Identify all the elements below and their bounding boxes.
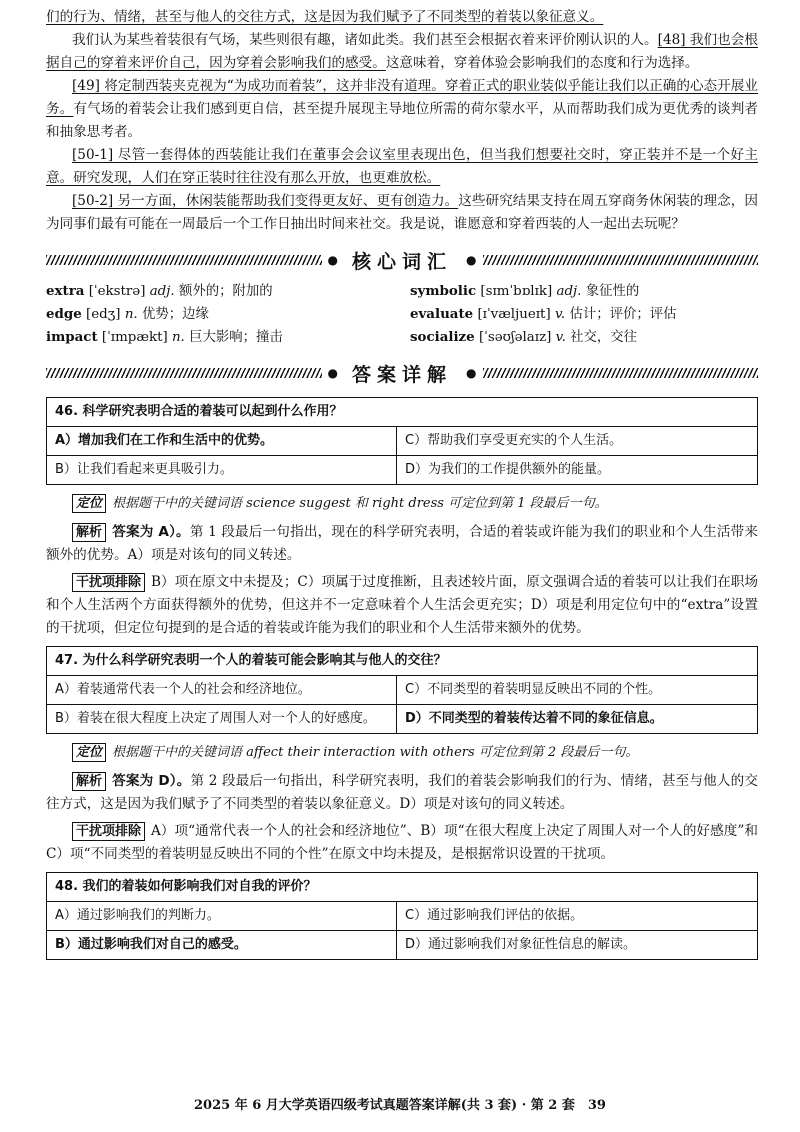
option-c: C）通过影响我们评估的依据。: [397, 902, 757, 931]
vocab-item: evaluate [ɪˈvæljueɪt] v. 估计；评价；评估: [410, 306, 677, 322]
analysis-tag: 解析: [72, 772, 106, 791]
question-stem: 46. 科学研究表明合适的着装可以起到什么作用？: [47, 398, 757, 427]
option-a: A）增加我们在工作和生活中的优势。: [47, 427, 397, 456]
locate-note: 定位 根据题干中的关键词语 science suggest 和 right dress 可定位到第 1 段最后一句。: [46, 491, 758, 517]
distractor-paragraph: 干扰项排除 B）项在原文中未提及；C）项属于过度推断，且表述较片面，原文强调合适的着装可以让我们在职场和个人生活两个方面获得额外的优势，但这并不一定意味着个人生活会更充实；D）项是利用定位句中的“extra”设置的干扰项，但定位句提到的是合适的着装或许能为我们的职业和个人生活带来额外的优势。: [46, 574, 758, 636]
option-b: B）让我们看起来更具吸引力。: [47, 456, 397, 484]
locate-tag: 定位: [72, 743, 106, 762]
option-d: D）不同类型的着装传达着不同的象征信息。: [405, 711, 663, 726]
option-c: C）帮助我们享受更充实的个人生活。: [397, 427, 757, 456]
distractor-tag: 干扰项排除: [72, 573, 145, 592]
vocab-column-left: [46, 280, 386, 349]
option-a: A）着装通常代表一个人的社会和经济地位。: [47, 676, 397, 705]
options-grid: [47, 676, 757, 733]
hatch-decoration: [46, 368, 322, 378]
option-a: A）通过影响我们的判断力。: [47, 902, 397, 931]
hatch-decoration: [483, 368, 759, 378]
section-title: 核心词汇: [352, 250, 453, 273]
option-d: D）为我们的工作提供额外的能量。: [405, 462, 611, 477]
hatch-decoration: [46, 255, 322, 265]
option-b: B）着装在很大程度上决定了周围人对一个人的好感度。: [47, 705, 397, 733]
analysis-paragraph: 解析 答案为 D）。第 2 段最后一句指出，科学研究表明，我们的着装会影响我们的行为、情绪，甚至与他人的交往方式，这是因为我们赋予了不同类型的着装以象征意义。D）项是对该句的同义转述。: [46, 773, 758, 812]
vocab-item: edge [edʒ] n. 优势；边缘: [46, 306, 209, 322]
distractor-tag: 干扰项排除: [72, 822, 145, 841]
passage-paragraph: 我们认为某些着装很有气场，某些则很有趣，诸如此类。我们甚至会根据衣着来评价刚认识的人。[48] 我们也会根据自己的穿着来评价自己，因为穿着会影响我们的感受。这意味着，穿着体验会影响我们的态度和行为选择。: [46, 32, 758, 71]
vocab-item: extra [ˈekstrə] adj. 额外的；附加的: [46, 283, 273, 299]
locate-tag: 定位: [72, 494, 106, 513]
question-47-box: [46, 646, 758, 734]
question-stem: 48. 我们的着装如何影响我们对自我的评价？: [47, 873, 757, 902]
analysis-paragraph: 解析 答案为 A）。第 1 段最后一句指出，现在的科学研究表明，合适的着装或许能为我们的职业和个人生活带来额外的优势。A）项是对该句的同义转述。: [46, 524, 758, 563]
page: [46, 6, 758, 966]
hatch-decoration: [483, 255, 759, 265]
page-footer: 2025 年 6 月大学英语四级考试真题答案详解(共 3 套) · 第 2 套 39: [194, 1098, 606, 1113]
option-b: B）通过影响我们对自己的感受。: [47, 931, 397, 959]
options-grid: [47, 427, 757, 484]
section-header-answers: ● 答案详解 ●: [46, 355, 758, 391]
passage-line: 们的行为、情绪，甚至与他人的交往方式，这是因为我们赋予了不同类型的着装以象征意义。: [46, 9, 604, 25]
section-title: 答案详解: [352, 363, 453, 386]
distractor-paragraph: 干扰项排除 A）项“通常代表一个人的社会和经济地位”、B）项“在很大程度上决定了周围人对一个人的好感度”和 C）项“不同类型的着装明显反映出不同的个性”在原文中均未提及，是根据常识设置的干扰项。: [46, 823, 758, 862]
passage-paragraph: [50-1] 尽管一套得体的西装能让我们在董事会会议室里表现出色，但当我们想要社交时，穿正装并不是一个好主意。研究发现，人们在穿正装时往往没有那么开放，也更难放松。: [46, 147, 758, 186]
options-grid: [47, 902, 757, 959]
vocab-item: impact [ˈɪmpækt] n. 巨大影响；撞击: [46, 329, 283, 345]
vocab-list: [46, 280, 758, 349]
vocab-item: symbolic [sɪmˈbɒlɪk] adj. 象征性的: [410, 283, 640, 299]
question-48-box: [46, 872, 758, 960]
vocab-item: socialize [ˈsəʊʃəlaɪz] v. 社交，交往: [410, 329, 638, 345]
option-c: C）不同类型的着装明显反映出不同的个性。: [397, 676, 757, 705]
question-46-box: [46, 397, 758, 485]
section-header-vocab: ● 核心词汇 ●: [46, 242, 758, 278]
vocab-column-right: [410, 280, 750, 349]
question-stem: 47. 为什么科学研究表明一个人的着装可能会影响其与他人的交往？: [47, 647, 757, 676]
passage-paragraph: [50-2] 另一方面，休闲装能帮助我们变得更友好、更有创造力。这些研究结果支持在周五穿商务休闲装的理念，因为同事们最有可能在一周最后一个工作日抽出时间来社交。我是说，谁愿意和穿着西装的人一起出去玩呢？: [46, 193, 759, 232]
passage-paragraph: [49] 将定制西装夹克视为“为成功而着装”，这并非没有道理。穿着正式的职业装似乎能让我们以正确的心态开展业务。有气场的着装会让我们感到更自信，甚至提升展现主导地位所需的荷尔蒙水平，从而帮助我们成为更优秀的谈判者和抽象思考者。: [46, 78, 758, 140]
locate-note: 定位 根据题干中的关键词语 affect their interaction with others 可定位到第 2 段最后一句。: [46, 740, 758, 766]
analysis-tag: 解析: [72, 523, 106, 542]
option-d: D）通过影响我们对象征性信息的解读。: [405, 937, 637, 952]
